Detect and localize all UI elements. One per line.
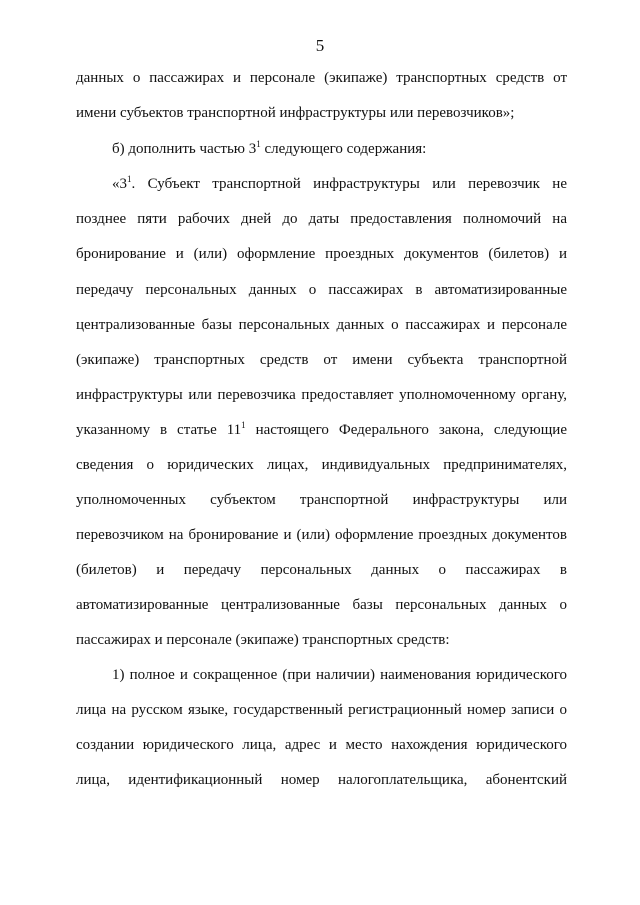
text-fragment: указанному в статье 11 [76,422,242,438]
superscript: 1 [127,174,132,184]
text-line [76,420,567,440]
text-line: централизованные базы персональных данных о пассажирах и персонале [76,317,567,333]
page-number: 5 [315,36,325,55]
superscript: 1 [256,139,261,149]
text-fragment: . Субъект транспортной инфраструктуры или перевозчик не [131,176,567,192]
text-line: бронирование и (или) оформление проездных документов (билетов) и [76,246,567,262]
text-line [112,174,567,194]
text-line: пассажирах и персонале (экипаже) транспортных средств: [76,632,450,648]
text-line: (экипаже) транспортных средств от имени субъекта транспортной [76,352,567,368]
text-line: лица на русском языке, государственный регистрационный номер записи о [76,702,567,718]
text-line: позднее пяти рабочих дней до даты предоставления полномочий на [76,211,567,227]
text-line: автоматизированные централизованные базы персональных данных о [76,597,567,613]
text-line: имени субъектов транспортной инфраструктуры или перевозчиков»; [76,105,515,121]
text-fragment: настоящего Федерального закона, следующие [245,422,567,438]
text-fragment: б) дополнить частью 3 [112,141,257,157]
text-line: перевозчиком на бронирование и (или) оформление проездных документов [76,527,567,543]
text-fragment: следующего содержания: [260,141,427,157]
text-line: передачу персональных данных о пассажирах в автоматизированные [76,282,567,298]
text-line: 1) полное и сокращенное (при наличии) наименования юридического [112,667,567,683]
text-line: инфраструктуры или перевозчика предоставляет уполномоченному органу, [76,387,567,403]
text-line: лица, идентификационный номер налогоплательщика, абонентский [76,772,567,788]
text-fragment: «3 [112,176,127,192]
text-line [112,139,567,159]
text-line: сведения о юридических лицах, индивидуальных предпринимателях, [76,457,567,473]
text-line: данных о пассажирах и персонале (экипаже) транспортных средств от [76,70,567,86]
superscript: 1 [241,420,246,430]
text-line: (билетов) и передачу персональных данных о пассажирах в [76,562,567,578]
text-line: создании юридического лица, адрес и место нахождения юридического [76,737,567,753]
text-line: уполномоченных субъектом транспортной инфраструктуры или [76,492,567,508]
